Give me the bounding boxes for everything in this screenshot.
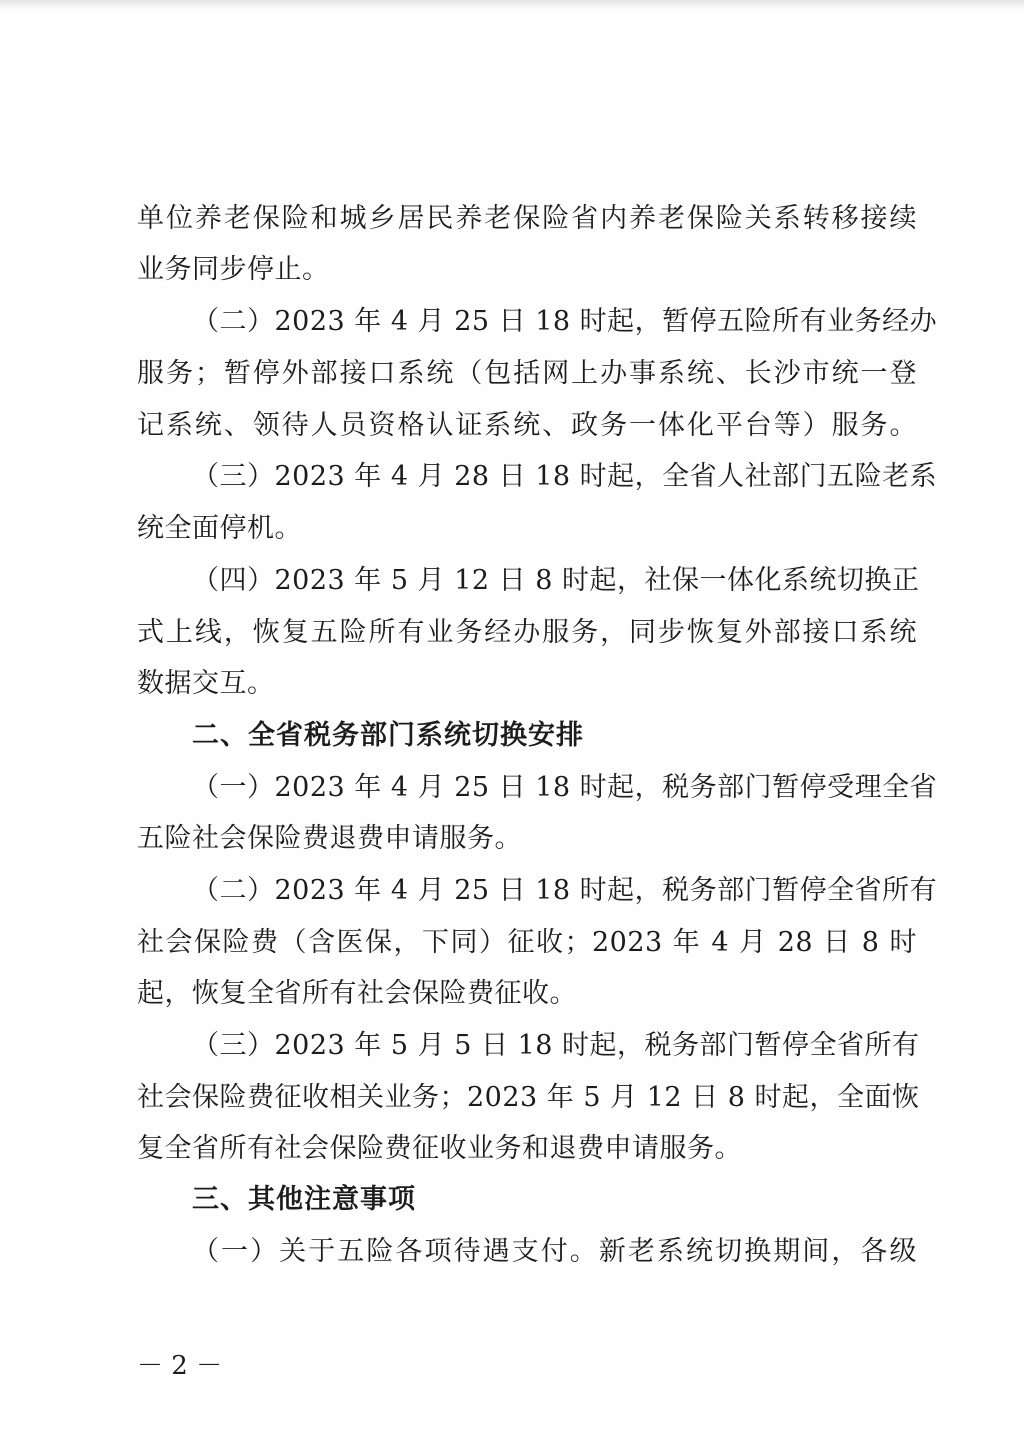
body-line: （一）2023 年 4 月 25 日 18 时起，税务部门暂停受理全省 (192, 772, 938, 803)
section-heading: 二、全省税务部门系统切换安排 (192, 720, 584, 751)
body-line: 复全省所有社会保险费征收业务和退费申请服务。 (137, 1133, 742, 1164)
body-line: （二）2023 年 4 月 25 日 18 时起，暂停五险所有业务经办 (192, 306, 938, 337)
page-number: － 2 － (137, 1351, 223, 1381)
body-line: 起，恢复全省所有社会保险费征收。 (137, 978, 577, 1009)
body-line: 社会保险费（含医保，下同）征收；2023 年 4 月 28 日 8 时 (137, 927, 917, 958)
body-line: 业务同步停止。 (137, 254, 330, 285)
body-line: 式上线，恢复五险所有业务经办服务，同步恢复外部接口系统 (137, 617, 917, 648)
body-line: （二）2023 年 4 月 25 日 18 时起，税务部门暂停全省所有 (192, 875, 938, 906)
body-line: （一）关于五险各项待遇支付。新老系统切换期间，各级 (192, 1236, 917, 1267)
body-line: 服务；暂停外部接口系统（包括网上办事系统、长沙市统一登 (137, 358, 917, 389)
body-line: 五险社会保险费退费申请服务。 (137, 823, 522, 854)
body-line: 社会保险费征收相关业务；2023 年 5 月 12 日 8 时起，全面恢 (137, 1082, 920, 1113)
top-shadow (0, 0, 1024, 10)
body-line: 单位养老保险和城乡居民养老保险省内养老保险关系转移接续 (137, 203, 917, 234)
body-line: （四）2023 年 5 月 12 日 8 时起，社保一体化系统切换正 (192, 565, 920, 596)
body-line: （三）2023 年 4 月 28 日 18 时起，全省人社部门五险老系 (192, 461, 938, 492)
body-line: 记系统、领待人员资格认证系统、政务一体化平台等）服务。 (137, 410, 917, 441)
section-heading: 三、其他注意事项 (192, 1184, 416, 1215)
body-line: （三）2023 年 5 月 5 日 18 时起，税务部门暂停全省所有 (192, 1030, 920, 1061)
body-line: 统全面停机。 (137, 513, 302, 544)
body-line: 数据交互。 (137, 668, 275, 699)
